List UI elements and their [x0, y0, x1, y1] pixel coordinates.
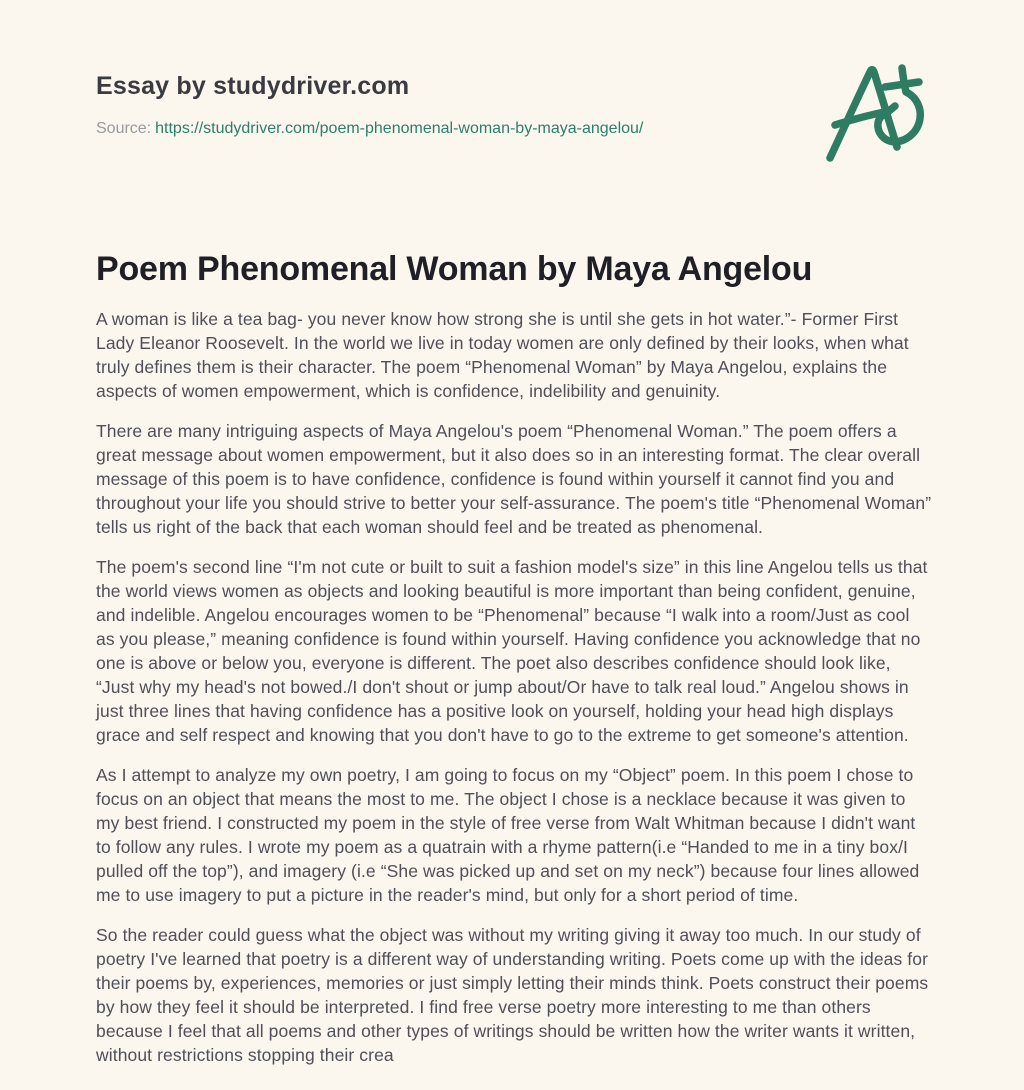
essay-body: [96, 307, 932, 1067]
essay-paragraph-4: As I attempt to analyze my own poetry, I am going to focus on my “Object” poem. In this poem I chose to focus on an object that means the most to me. The object I chose is a necklace because it was given to my best friend. I constructed my poem in the style of free verse from Walt Whitman because I didn't want to follow any rules. I wrote my poem as a quatrain with a rhyme pattern(i.e “Handed to me in a tiny box/I pulled off the top”), and imagery (i.e “She was picked up and set on my neck”) because four lines allowed me to use imagery to put a picture in the reader's mind, but only for a short period of time.: [96, 764, 920, 905]
source-line: [96, 118, 928, 140]
page-header: [96, 72, 928, 140]
studydriver-a-plus-logo-icon: [826, 64, 926, 164]
source-label: Source:: [96, 120, 152, 137]
essay-content: [96, 249, 932, 1067]
essay-paragraph-2: There are many intriguing aspects of Maya Angelou's poem “Phenomenal Woman.” The poem offers a great message about women empowerment, but it also does so in an interesting format. The clear overall message of this poem is to have confidence, confidence is found within yourself it cannot find you and throughout your life you should strive to better your self-assurance. The poem's title “Phenomenal Woman” tells us right of the back that each woman should feel and be treated as phenomenal.: [96, 420, 932, 537]
essay-paragraph-5: So the reader could guess what the object was without my writing giving it away too much. In our study of poetry I've learned that poetry is a different way of understanding writing. Poets come up with the ideas for their poems by, experiences, memories or just simply letting their minds think. Poets construct their poems by how they feel it should be interpreted. I find free verse poetry more interesting to me than others because I feel that all poems and other types of writings should be written how the writer wants it written, without restrictions stopping their crea: [96, 924, 929, 1065]
essay-title: Poem Phenomenal Woman by Maya Angelou: [96, 249, 813, 288]
essay-paragraph-1: A woman is like a tea bag- you never know how strong she is until she gets in hot water.”- Former First Lady Eleanor Roosevelt. In the world we live in today women are only defined by their looks, when what truly defines them is their character. The poem “Phenomenal Woman” by Maya Angelou, explains the aspects of women empowerment, which is confidence, indelibility and genuinity.: [96, 308, 909, 401]
site-heading: Essay by studydriver.com: [96, 72, 410, 100]
source-url-link[interactable]: https://studydriver.com/poem-phenomenal-woman-by-maya-angelou/: [155, 120, 644, 137]
essay-paragraph-3: The poem's second line “I'm not cute or built to suit a fashion model's size” in this line Angelou tells us that the world views women as objects and looking beautiful is more important than being confident, genuine, and indelible. Angelou encourages women to be “Phenomenal” because “I walk into a room/Just as cool as you please,” meaning confidence is found within yourself. Having confidence you acknowledge that no one is above or below you, everyone is different. The poet also describes confidence should look like, “Just why my head's not bowed./I don't shout or jump about/Or have to talk real loud.” Angelou shows in just three lines that having confidence has a positive look on yourself, holding your head high displays grace and self respect and knowing that you don't have to go to the extreme to get someone's attention.: [96, 556, 928, 745]
